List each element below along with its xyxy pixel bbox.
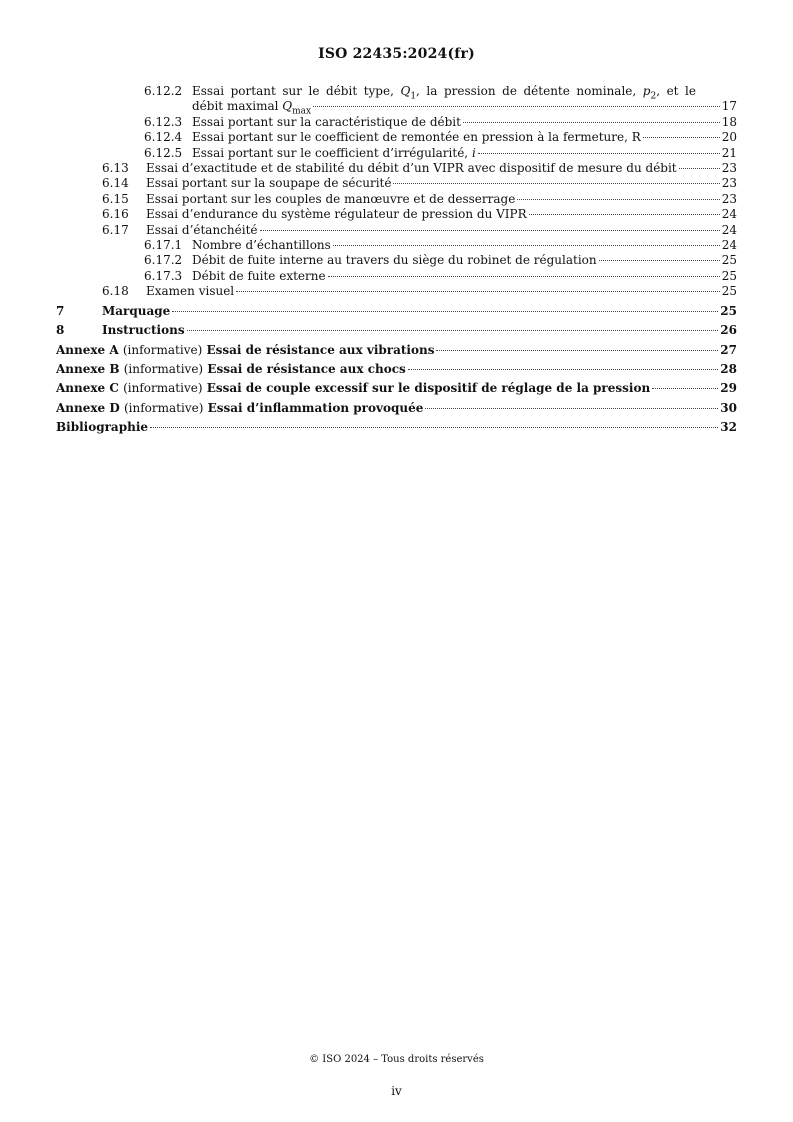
toc-title: Essai d’exactitude et de stabilité du débit d’un VIPR avec dispositif de mesure du débit bbox=[146, 161, 677, 176]
toc-entry-6-12-3[interactable] bbox=[56, 115, 737, 130]
leader-dots bbox=[313, 106, 720, 107]
toc-number: 6.12.5 bbox=[144, 145, 183, 160]
toc-entry-6-12-2-continuation[interactable] bbox=[56, 99, 737, 117]
toc-entry-annex-a[interactable] bbox=[56, 343, 737, 358]
toc-number: 6.12.2 bbox=[144, 84, 183, 98]
toc-entry-6-14[interactable] bbox=[56, 176, 737, 191]
leader-dots bbox=[652, 388, 718, 389]
toc-title: Annexe A (informative) Essai de résistance aux vibrations bbox=[56, 342, 435, 357]
toc-title: Nombre d’échantillons bbox=[192, 238, 331, 253]
toc-entry-annex-d[interactable] bbox=[56, 401, 737, 416]
toc-entry-8[interactable] bbox=[56, 323, 737, 338]
toc-page: 21 bbox=[721, 145, 737, 160]
toc-entry-6-18[interactable] bbox=[56, 284, 737, 299]
toc-number: 6.12.3 bbox=[144, 114, 183, 129]
toc-title: Bibliographie bbox=[56, 420, 149, 435]
toc-page: 17 bbox=[721, 99, 737, 114]
copyright-footer: © ISO 2024 – Tous droits réservés bbox=[309, 1054, 484, 1065]
toc-page: 24 bbox=[721, 207, 737, 222]
toc-page: 25 bbox=[721, 253, 737, 268]
toc-title: Débit de fuite externe bbox=[192, 268, 326, 283]
toc-title: Essai portant sur le coefficient d’irrégularité, i bbox=[192, 145, 476, 160]
toc-page: 28 bbox=[720, 361, 737, 376]
toc-title: Marquage bbox=[102, 303, 171, 318]
toc-page: 24 bbox=[721, 222, 737, 237]
toc-page: 25 bbox=[721, 268, 737, 283]
toc-number: 6.17.1 bbox=[144, 238, 183, 253]
toc-title: Essai d’endurance du système régulateur de pression du VIPR bbox=[146, 207, 527, 222]
page-number: iv bbox=[391, 1084, 402, 1098]
toc-title: Instructions bbox=[102, 323, 185, 338]
toc-number: 6.17 bbox=[102, 222, 129, 237]
toc-number: 6.15 bbox=[102, 191, 129, 206]
toc-page: 23 bbox=[721, 176, 737, 191]
leader-dots bbox=[236, 291, 720, 292]
toc-entry-6-17-2[interactable] bbox=[56, 253, 737, 268]
toc-page: 27 bbox=[720, 342, 737, 357]
leader-dots bbox=[425, 408, 718, 409]
table-of-contents bbox=[56, 84, 737, 436]
toc-number: 7 bbox=[56, 303, 65, 318]
toc-entry-annex-b[interactable] bbox=[56, 362, 737, 377]
toc-number: 6.13 bbox=[102, 161, 129, 176]
toc-number: 6.17.3 bbox=[144, 268, 183, 283]
leader-dots bbox=[643, 137, 720, 138]
toc-entry-annex-c[interactable] bbox=[56, 381, 737, 396]
document-header: ISO 22435:2024(fr) bbox=[318, 46, 475, 62]
toc-page: 23 bbox=[721, 161, 737, 176]
toc-title: Annexe B (informative) Essai de résistance aux chocs bbox=[56, 361, 406, 376]
leader-dots bbox=[172, 311, 718, 312]
leader-dots bbox=[150, 427, 718, 428]
toc-entry-6-17-1[interactable] bbox=[56, 238, 737, 253]
toc-entry-6-17[interactable] bbox=[56, 223, 737, 238]
toc-number: 6.12.4 bbox=[144, 130, 183, 145]
leader-dots bbox=[393, 183, 719, 184]
toc-entry-6-12-5[interactable] bbox=[56, 146, 737, 161]
toc-title: Débit de fuite interne au travers du siège du robinet de régulation bbox=[192, 253, 597, 268]
toc-entry-6-17-3[interactable] bbox=[56, 269, 737, 284]
toc-number: 6.17.2 bbox=[144, 253, 183, 268]
toc-title: Essai portant sur la soupape de sécurité bbox=[146, 176, 392, 191]
leader-dots bbox=[529, 214, 720, 215]
toc-entry-6-12-4[interactable] bbox=[56, 130, 737, 145]
toc-page: 32 bbox=[720, 420, 737, 435]
toc-title: Essai d’étanchéité bbox=[146, 222, 258, 237]
toc-entry-7[interactable] bbox=[56, 304, 737, 319]
toc-title: Essai portant sur le débit type, $Q_1$, la pression de détente nominale, $p_2$, et le bbox=[192, 84, 696, 102]
leader-dots bbox=[187, 330, 719, 331]
toc-title: Annexe D (informative) Essai d’inflammation provoquée bbox=[56, 400, 424, 415]
toc-page: 18 bbox=[721, 114, 737, 129]
toc-entry-6-13[interactable] bbox=[56, 161, 737, 176]
leader-dots bbox=[517, 199, 719, 200]
toc-page: 20 bbox=[721, 130, 737, 145]
toc-entry-6-16[interactable] bbox=[56, 207, 737, 222]
toc-page: 24 bbox=[721, 238, 737, 253]
toc-title: débit maximal $Q_{max}$ bbox=[192, 99, 312, 117]
leader-dots bbox=[328, 276, 720, 277]
leader-dots bbox=[478, 153, 720, 154]
leader-dots bbox=[260, 230, 720, 231]
toc-title: Annexe C (informative) Essai de couple excessif sur le dispositif de réglage de la pression bbox=[56, 381, 651, 396]
toc-page: 30 bbox=[720, 400, 737, 415]
toc-number: 8 bbox=[56, 323, 65, 338]
toc-title: Examen visuel bbox=[146, 284, 235, 299]
toc-number: 6.14 bbox=[102, 176, 129, 191]
leader-dots bbox=[408, 369, 719, 370]
toc-page: 25 bbox=[720, 303, 737, 318]
leader-dots bbox=[463, 122, 720, 123]
toc-entry-bibliographie[interactable] bbox=[56, 420, 737, 435]
leader-dots bbox=[436, 350, 718, 351]
toc-page: 29 bbox=[720, 381, 737, 396]
toc-number: 6.18 bbox=[102, 284, 129, 299]
toc-page: 23 bbox=[721, 191, 737, 206]
leader-dots bbox=[679, 168, 720, 169]
toc-title: Essai portant sur le coefficient de remontée en pression à la fermeture, R bbox=[192, 130, 641, 145]
toc-number: 6.16 bbox=[102, 207, 129, 222]
toc-entry-6-15[interactable] bbox=[56, 192, 737, 207]
toc-title: Essai portant sur la caractéristique de débit bbox=[192, 114, 461, 129]
leader-dots bbox=[599, 260, 720, 261]
toc-page: 26 bbox=[720, 323, 737, 338]
leader-dots bbox=[333, 245, 720, 246]
toc-title: Essai portant sur les couples de manœuvre et de desserrage bbox=[146, 191, 516, 206]
toc-entry-6-12-2[interactable] bbox=[56, 84, 737, 102]
toc-page: 25 bbox=[721, 284, 737, 299]
